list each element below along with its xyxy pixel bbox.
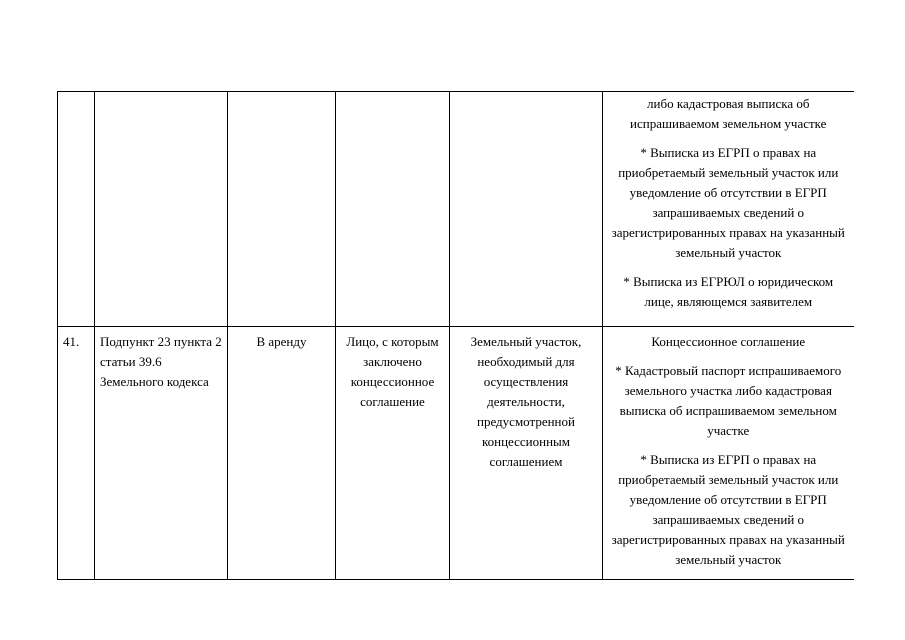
document-item: * Выписка из ЕГРЮЛ о юридическом лице, являющемся заявителем (623, 274, 834, 309)
table-row (58, 327, 854, 580)
applicant-cell: Лицо, с которым заключено концессионное соглашение (336, 327, 450, 580)
documents-cell (603, 327, 854, 580)
applicant-cell (336, 92, 450, 327)
document-item: * Выписка из ЕГРП о правах на приобретаемый земельный участок или уведомление об отсутствии в ЕГРП запрашиваемых сведений о зарегистрированных правах на указанный земельный участок (611, 452, 845, 567)
land-plot-cell (450, 92, 603, 327)
right-type-cell (228, 92, 336, 327)
document-item: либо кадастровая выписка об испрашиваемом земельном участке (630, 96, 827, 131)
documents-cell (603, 92, 854, 327)
documents-table (57, 91, 854, 580)
land-plot-cell: Земельный участок, необходимый для осуществления деятельности, предусмотренной концессионным соглашением (450, 327, 603, 580)
document-item: * Выписка из ЕГРП о правах на приобретаемый земельный участок или уведомление об отсутствии в ЕГРП запрашиваемых сведений о зарегистрированных правах на указанный земельный участок (611, 145, 845, 260)
right-type-cell: В аренду (228, 327, 336, 580)
basis-cell: Подпункт 23 пункта 2 статьи 39.6 Земельного кодекса (95, 327, 228, 580)
basis-cell (95, 92, 228, 327)
document-item: Концессионное соглашение (651, 334, 806, 349)
row-number-cell: 41. (58, 327, 95, 580)
document-item: * Кадастровый паспорт испрашиваемого земельного участка либо кадастровая выписка об испрашиваемом земельном участке (615, 363, 842, 438)
row-number-cell (58, 92, 95, 327)
table-row (58, 92, 854, 327)
